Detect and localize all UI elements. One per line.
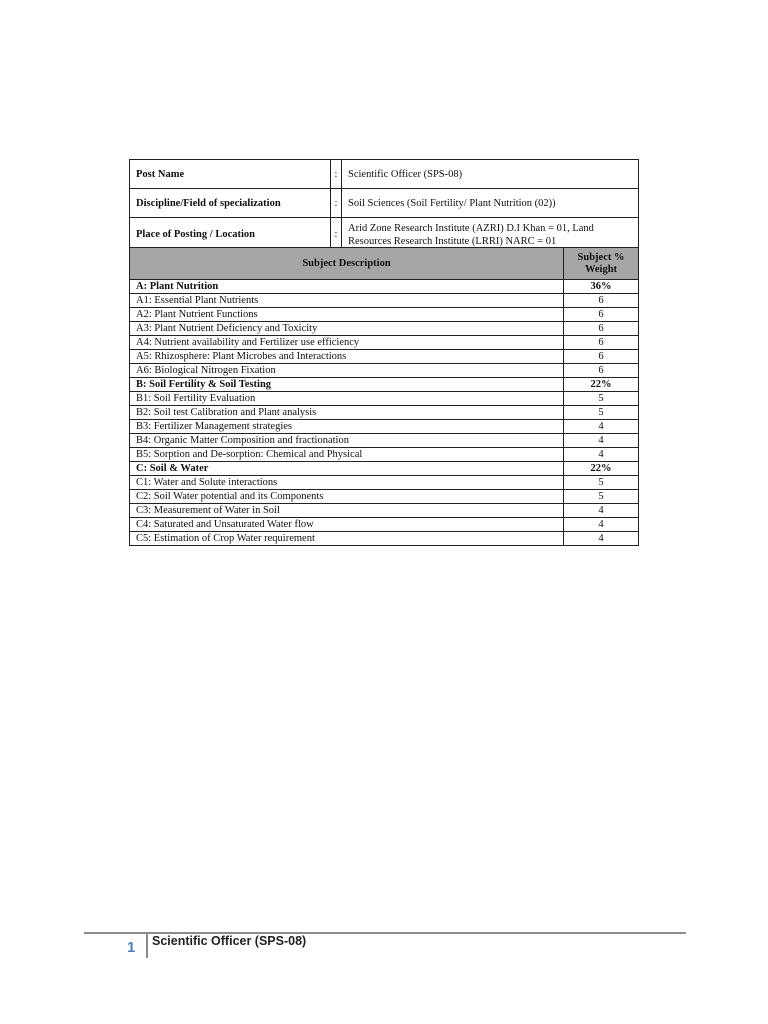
subject-description: C1: Water and Solute interactions [130, 476, 564, 490]
subject-weight: 6 [564, 350, 639, 364]
subject-weight: 5 [564, 392, 639, 406]
subject-row [130, 294, 639, 308]
post-name-row [130, 160, 639, 189]
subject-row [130, 420, 639, 434]
discipline-row [130, 189, 639, 218]
subject-header-row [130, 248, 639, 280]
subject-weight: 6 [564, 364, 639, 378]
subject-weight: 6 [564, 308, 639, 322]
posting-separator: : [331, 218, 342, 252]
subject-description: B5: Sorption and De-sorption: Chemical and Physical [130, 448, 564, 462]
page-number: 1 [127, 939, 136, 956]
subject-weight: 5 [564, 406, 639, 420]
discipline-value: Soil Sciences (Soil Fertility/ Plant Nutrition (02)) [342, 189, 639, 218]
subject-description: C: Soil & Water [130, 462, 564, 476]
subject-weight: 4 [564, 448, 639, 462]
subject-description: B3: Fertilizer Management strategies [130, 420, 564, 434]
subject-weight: 4 [564, 518, 639, 532]
subject-row [130, 532, 639, 546]
post-name-value: Scientific Officer (SPS-08) [342, 160, 639, 189]
discipline-label: Discipline/Field of specialization [130, 189, 331, 218]
subject-description: C2: Soil Water potential and its Components [130, 490, 564, 504]
post-name-label: Post Name [130, 160, 331, 189]
subject-weight: 6 [564, 322, 639, 336]
subject-row [130, 364, 639, 378]
subject-description: A2: Plant Nutrient Functions [130, 308, 564, 322]
subject-weight: 36% [564, 280, 639, 294]
subject-row [130, 448, 639, 462]
subject-weight: 4 [564, 434, 639, 448]
subject-weight-header: Subject % Weight [564, 248, 639, 280]
subject-description: A3: Plant Nutrient Deficiency and Toxicity [130, 322, 564, 336]
subject-description-header: Subject Description [130, 248, 564, 280]
subject-weight: 4 [564, 420, 639, 434]
subject-description: A4: Nutrient availability and Fertilizer use efficiency [130, 336, 564, 350]
subject-row [130, 462, 639, 476]
subject-weight: 6 [564, 336, 639, 350]
subject-description: B4: Organic Matter Composition and fractionation [130, 434, 564, 448]
footer-title: Scientific Officer (SPS-08) [152, 934, 307, 948]
subject-description: A5: Rhizosphere: Plant Microbes and Interactions [130, 350, 564, 364]
subject-description: A: Plant Nutrition [130, 280, 564, 294]
subject-row [130, 350, 639, 364]
discipline-separator: : [331, 189, 342, 218]
subject-weight: 5 [564, 476, 639, 490]
subject-row [130, 280, 639, 294]
subject-weight: 6 [564, 294, 639, 308]
subject-row [130, 336, 639, 350]
subject-weight: 22% [564, 378, 639, 392]
subject-description: A1: Essential Plant Nutrients [130, 294, 564, 308]
post-info-table [129, 159, 639, 252]
subject-row [130, 518, 639, 532]
subject-description: C5: Estimation of Crop Water requirement [130, 532, 564, 546]
subject-table [129, 247, 639, 546]
subject-weight: 4 [564, 532, 639, 546]
subject-row [130, 476, 639, 490]
footer-vertical-bar [146, 934, 148, 958]
posting-label: Place of Posting / Location [130, 218, 331, 252]
subject-row [130, 490, 639, 504]
subject-description: B2: Soil test Calibration and Plant analysis [130, 406, 564, 420]
subject-row [130, 504, 639, 518]
subject-row [130, 308, 639, 322]
subject-row [130, 322, 639, 336]
subject-row [130, 378, 639, 392]
subject-weight: 5 [564, 490, 639, 504]
subject-description: B1: Soil Fertility Evaluation [130, 392, 564, 406]
post-name-separator: : [331, 160, 342, 189]
subject-weight: 22% [564, 462, 639, 476]
subject-row [130, 406, 639, 420]
subject-description: C4: Saturated and Unsaturated Water flow [130, 518, 564, 532]
subject-row [130, 434, 639, 448]
subject-description: B: Soil Fertility & Soil Testing [130, 378, 564, 392]
subject-weight: 4 [564, 504, 639, 518]
subject-row [130, 392, 639, 406]
subject-description: C3: Measurement of Water in Soil [130, 504, 564, 518]
subject-description: A6: Biological Nitrogen Fixation [130, 364, 564, 378]
posting-value: Arid Zone Research Institute (AZRI) D.I Khan = 01, Land Resources Research Institute (LRRI) NARC = 01 [342, 218, 639, 252]
